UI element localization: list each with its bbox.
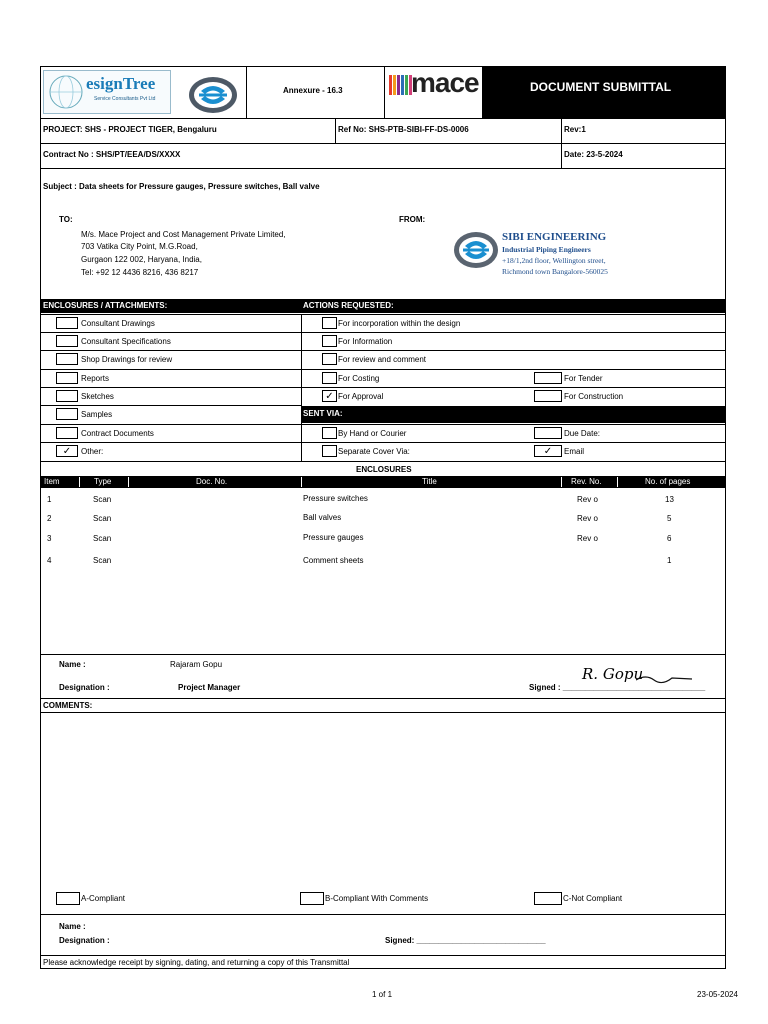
to-line-1: M/s. Mace Project and Cost Management Private Limited,	[81, 230, 286, 239]
name-value: Rajaram Gopu	[170, 660, 223, 669]
designtree-logo	[43, 70, 171, 114]
action-label-costing: For Costing	[338, 374, 380, 383]
signature-flourish	[636, 672, 696, 688]
ref-no: Ref No: SHS-PTB-SIBI-FF-DS-0006	[338, 125, 469, 134]
enclosure-label-reports: Reports	[81, 374, 110, 383]
col-pages: No. of pages	[645, 477, 691, 486]
enclosure-label-consultant-drawings: Consultant Drawings	[81, 319, 155, 328]
to-line-2: 703 Vatika City Point, M.G.Road,	[81, 242, 198, 251]
rev-label: Rev:1	[564, 125, 586, 134]
checkbox-review-comment[interactable]	[322, 353, 337, 365]
footer-date: 23-05-2024	[697, 990, 738, 999]
from-tagline: Industrial Piping Engineers	[502, 245, 591, 254]
from-address-1: +18/1,2nd floor, Wellington street,	[502, 256, 606, 265]
annexure-label: Annexure - 16.3	[283, 86, 343, 95]
sibi-logo-header	[187, 75, 239, 117]
row-title: Pressure switches	[303, 494, 368, 503]
sibi-logo-from	[453, 230, 499, 272]
from-label: FROM:	[399, 215, 426, 224]
checkbox-information[interactable]	[322, 335, 337, 347]
row-type: Scan	[93, 534, 112, 543]
from-company: SIBI ENGINEERING	[502, 231, 607, 243]
sent-via-bar	[302, 406, 725, 423]
contract-no: Contract No : SHS/PT/EEA/DS/XXXX	[43, 150, 181, 159]
row-type: Scan	[93, 556, 112, 565]
checkbox-contract-documents[interactable]	[56, 427, 78, 439]
to-line-4: Tel: +92 12 4436 8216, 436 8217	[81, 268, 199, 277]
document-title-bar	[483, 67, 725, 118]
document-title: DOCUMENT SUBMITTAL	[530, 80, 672, 94]
checkbox-b-compliant[interactable]	[300, 892, 324, 905]
action-label-incorporation: For incorporation within the design	[338, 319, 461, 328]
checkbox-c-not-compliant[interactable]	[534, 892, 562, 905]
checkbox-shop-drawings[interactable]	[56, 353, 78, 365]
checkbox-costing[interactable]	[322, 372, 337, 384]
row-rev: Rev o	[577, 495, 598, 504]
col-item: Item	[44, 477, 60, 486]
checkbox-sketches[interactable]	[56, 390, 78, 402]
row-type: Scan	[93, 495, 112, 504]
enclosure-label-consultant-specifications: Consultant Specifications	[81, 337, 171, 346]
checkbox-due-date[interactable]	[534, 427, 562, 439]
action-label-tender: For Tender	[564, 374, 603, 383]
sent-label-hand-courier: By Hand or Courier	[338, 429, 407, 438]
col-doc-no: Doc. No.	[196, 477, 228, 486]
sent-via-heading: SENT VIA:	[303, 409, 343, 418]
mace-logo	[387, 67, 479, 100]
row-rev: Rev o	[577, 514, 598, 523]
enclosure-label-samples: Samples	[81, 410, 113, 419]
sent-label-due-date: Due Date:	[564, 429, 601, 438]
checkbox-email[interactable]: ✓	[534, 445, 562, 457]
col-type: Type	[94, 477, 112, 486]
action-label-approval: For Approval	[338, 392, 384, 401]
col-title: Title	[422, 477, 437, 486]
enclosure-label-shop-drawings: Shop Drawings for review	[81, 355, 173, 364]
checkbox-tender[interactable]	[534, 372, 562, 384]
sibi-emblem-icon	[187, 75, 239, 115]
row-item: 1	[47, 495, 52, 504]
compliance-label-b: B-Compliant With Comments	[325, 894, 429, 903]
sent-label-email: Email	[564, 447, 585, 456]
signature-stroke-icon	[636, 672, 696, 686]
checkbox-reports[interactable]	[56, 372, 78, 384]
designation-label: Designation :	[59, 683, 110, 692]
designtree-name: esignTree	[86, 74, 156, 93]
row-pages: 13	[665, 495, 674, 504]
row-item: 2	[47, 514, 52, 523]
compliance-label-c: C-Not Compliant	[563, 894, 623, 903]
row-rev: Rev o	[577, 534, 598, 543]
row-title: Ball valves	[303, 513, 342, 522]
bottom-designation-label: Designation :	[59, 936, 110, 945]
signature: R. Gopu	[582, 665, 644, 683]
from-address-2: Richmond town Bangalore-560025	[502, 267, 608, 276]
row-item: 3	[47, 534, 52, 543]
enclosures-table-header	[41, 476, 725, 488]
sent-label-separate-cover: Separate Cover Via:	[338, 447, 410, 456]
enclosure-label-contract-documents: Contract Documents	[81, 429, 154, 438]
project-label: PROJECT: SHS - PROJECT TIGER, Bengaluru	[43, 125, 217, 134]
designtree-sub: Service Consultants Pvt Ltd	[94, 96, 156, 102]
action-label-construction: For Construction	[564, 392, 624, 401]
checkbox-approval[interactable]: ✓	[322, 390, 337, 402]
row-pages: 5	[667, 514, 672, 523]
checkbox-consultant-specifications[interactable]	[56, 335, 78, 347]
row-item: 4	[47, 556, 52, 565]
acknowledge-note: Please acknowledge receipt by signing, dating, and returning a copy of this Transmittal	[43, 958, 350, 967]
action-label-review-comment: For review and comment	[338, 355, 427, 364]
checkbox-consultant-drawings[interactable]	[56, 317, 78, 329]
to-line-3: Gurgaon 122 002, Haryana, India,	[81, 255, 202, 264]
checkbox-separate-cover[interactable]	[322, 445, 337, 457]
name-label: Name :	[59, 660, 86, 669]
mace-wordmark: mace	[411, 67, 479, 98]
enclosures-heading: ENCLOSURES	[356, 465, 412, 474]
row-type: Scan	[93, 514, 112, 523]
row-title: Pressure gauges	[303, 533, 364, 542]
checkbox-incorporation[interactable]	[322, 317, 337, 329]
bottom-signed-label: Signed: _____________________________	[385, 936, 546, 945]
enclosures-actions-bar	[41, 299, 725, 313]
checkbox-samples[interactable]	[56, 408, 78, 420]
compliance-label-a: A-Compliant	[81, 894, 126, 903]
action-label-information: For Information	[338, 337, 393, 346]
date-label: Date: 23-5-2024	[564, 150, 623, 159]
checkbox-hand-courier[interactable]	[322, 427, 337, 439]
page-number: 1 of 1	[372, 990, 393, 999]
subject: Subject : Data sheets for Pressure gauges, Pressure switches, Ball valve	[43, 182, 320, 191]
mace-bars-icon	[387, 70, 413, 98]
checkbox-a-compliant[interactable]	[56, 892, 80, 905]
col-rev-no: Rev. No.	[571, 477, 602, 486]
checkbox-construction[interactable]	[534, 390, 562, 402]
checkbox-other[interactable]: ✓	[56, 445, 78, 457]
sibi-emblem-icon	[453, 230, 499, 270]
enclosure-label-sketches: Sketches	[81, 392, 114, 401]
bottom-name-label: Name :	[59, 922, 86, 931]
enclosure-label-other: Other:	[81, 447, 104, 456]
to-label: TO:	[59, 215, 73, 224]
actions-requested-heading: ACTIONS REQUESTED:	[303, 301, 394, 310]
enclosures-attachments-heading: ENCLOSURES / ATTACHMENTS:	[43, 301, 168, 310]
comments-heading: COMMENTS:	[43, 701, 93, 710]
row-pages: 6	[667, 534, 672, 543]
row-title: Comment sheets	[303, 556, 364, 565]
row-pages: 1	[667, 556, 672, 565]
document-frame	[40, 66, 726, 969]
designation-value: Project Manager	[178, 683, 241, 692]
signed-label: Signed : ________________________________	[529, 683, 706, 692]
